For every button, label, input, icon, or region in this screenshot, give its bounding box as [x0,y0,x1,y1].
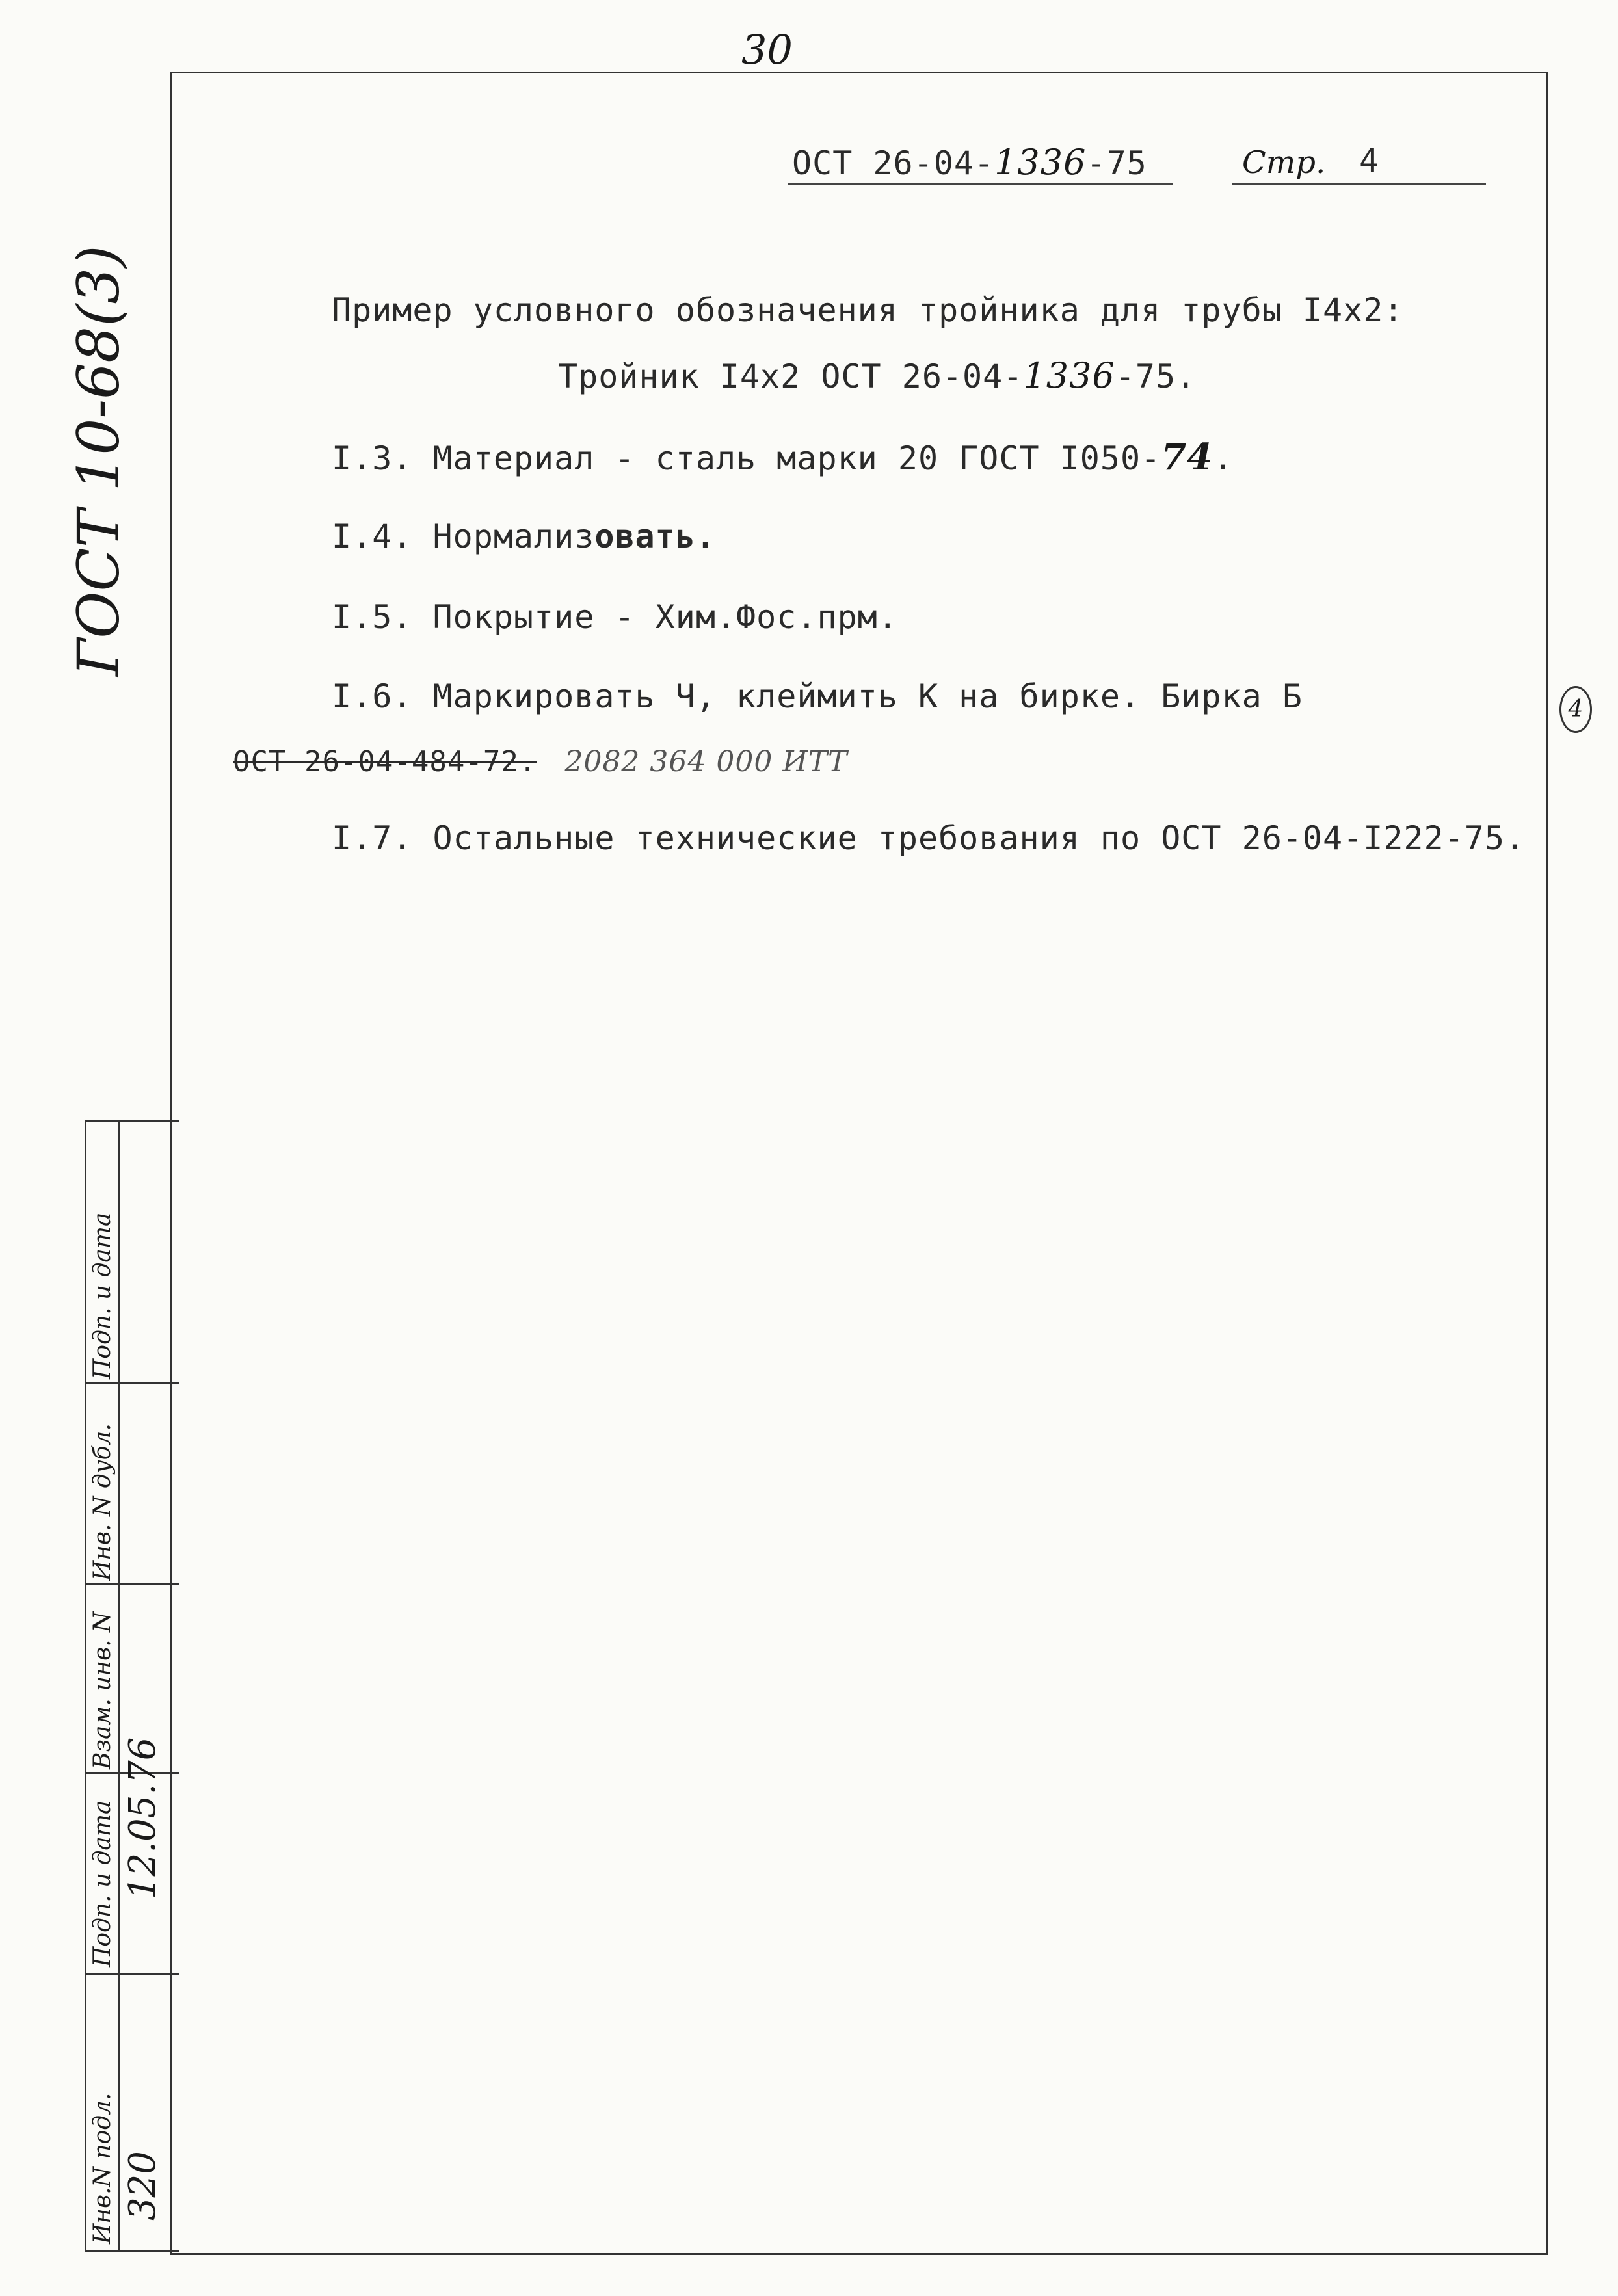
side-gost-stamp: ГОСТ 10-68(3) [65,245,132,676]
item-1-3-hand: 74 [1161,436,1214,479]
stamp-divider-2 [86,1583,179,1585]
doc-designation-underline [788,183,1173,185]
stamp-value-date: 12.05.76 [122,1737,164,1899]
item-1-3-suffix: . [1213,440,1234,477]
right-circled-number [1559,686,1592,733]
example-line-2-suffix: -75. [1115,358,1197,395]
doc-prefix: ОСТ 26-04- [792,144,995,182]
stamp-label-inv-dubl: Инв. N дубл. [89,1423,116,1581]
item-1-6-replacement: 2082 364 000 ИТТ [564,745,848,778]
item-1-3-text: I.3. Материал - сталь марки 20 ГОСТ I050- [332,440,1161,477]
example-line-2-prefix: Тройник I4x2 ОСТ 26-04- [558,358,1024,395]
example-line-1: Пример условного обозначения тройника для трубы I4x2: [332,291,1404,329]
page-number: 4 [1359,142,1380,179]
item-1-5: I.5. Покрытие - Хим.Фос.прм. [332,598,898,636]
item-1-6-struck-ref: ОСТ 26-04-484-72. [233,745,537,778]
example-line-2 [558,355,1196,396]
doc-number-hand: 1336 [994,142,1087,183]
item-1-4 [332,518,716,555]
stamp-column-divider [118,1122,120,2250]
stamp-block [85,1120,179,2252]
stamp-divider-4 [86,1973,179,1975]
item-1-3 [332,436,1233,479]
item-1-7: I.7. Остальные технические требования по ОСТ 26-04-I222-75. [332,819,1526,857]
doc-designation [792,142,1147,183]
sheet-number: 30 [741,26,793,73]
page-underline [1232,183,1486,185]
stamp-label-vzam-inv: Взам. инв. N [89,1611,116,1769]
item-1-6-continuation [233,741,847,779]
item-1-6: I.6. Маркировать Ч, клеймить К на бирке. Бирка Б [332,678,1303,715]
doc-suffix: -75 [1086,144,1147,182]
right-circled-number-text: 4 [1568,696,1584,722]
stamp-value-inv-podl: 320 [122,2151,164,2221]
stamp-label-inv-podl: Инв.N подл. [89,2092,116,2244]
page-label: Стр. [1242,144,1326,181]
stamp-label-podp-data-1: Подп. и дата [89,1800,116,1967]
item-1-4-bold: овать. [594,518,716,555]
stamp-divider-1 [86,1382,179,1384]
example-line-2-hand: 1336 [1023,355,1115,396]
page-frame [170,72,1548,2255]
stamp-label-podp-data-2: Подп. и дата [89,1212,116,1379]
item-1-4-text: I.4. Нормализ [332,518,595,555]
